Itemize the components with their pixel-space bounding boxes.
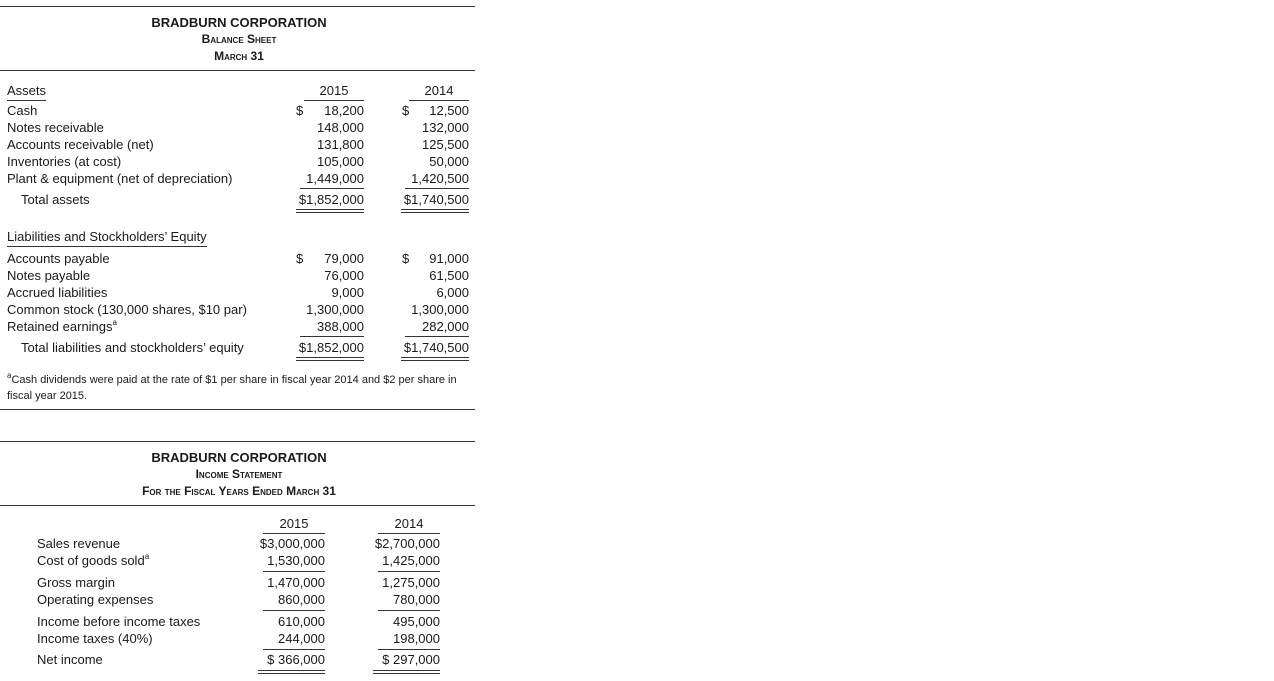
is-income-taxes-2014: 198,000: [393, 631, 440, 646]
double-rule: [401, 357, 469, 361]
is-header-rule: [0, 505, 475, 506]
total-assets-2015: $1,852,000: [298, 192, 364, 207]
is-label-net-income: Net income: [37, 652, 103, 667]
is-sales-2014: $2,700,000: [374, 536, 440, 551]
liability-label-accounts-payable: Accounts payable: [7, 251, 110, 266]
is-income-before-taxes-2015: 610,000: [278, 614, 325, 629]
retained-earnings-text: Retained earnings: [7, 319, 113, 334]
bs-footnote: [7, 372, 457, 404]
footnote-marker: a: [7, 371, 12, 380]
double-rule: [258, 670, 325, 674]
subtotal-rule: [300, 336, 364, 337]
liability-accounts-payable-2015: 79,000: [324, 251, 364, 266]
is-top-rule: [0, 441, 475, 442]
dollar-sign: $: [296, 103, 304, 118]
asset-accounts-receivable-2014: 125,500: [422, 137, 469, 152]
is-label-operating-expenses: Operating expenses: [37, 592, 154, 607]
bs-header-rule: [0, 70, 475, 71]
is-operating-expenses-2014: 780,000: [393, 592, 440, 607]
is-income-before-taxes-2014: 495,000: [393, 614, 440, 629]
subtotal-rule: [300, 188, 364, 189]
liability-common-stock-2014: 1,300,000: [411, 302, 469, 317]
is-sales-2015: $3,000,000: [259, 536, 325, 551]
liability-retained-earnings-2014: 282,000: [422, 319, 469, 334]
top-rule: [0, 6, 475, 7]
double-rule: [296, 209, 364, 213]
is-label-sales: Sales revenue: [37, 536, 121, 551]
is-income-taxes-2015: 244,000: [278, 631, 325, 646]
total-liabilities-2015: $1,852,000: [298, 340, 364, 355]
is-net-income-2014: $ 297,000: [382, 652, 440, 667]
liability-notes-payable-2015: 76,000: [324, 268, 364, 283]
asset-label-inventories: Inventories (at cost): [7, 154, 122, 169]
is-period: For the Fiscal Years Ended March 31: [142, 484, 336, 498]
subtotal-rule: [263, 571, 325, 572]
bs-bottom-rule: [0, 409, 475, 410]
assets-heading: Assets: [7, 83, 46, 101]
asset-notes-receivable-2014: 132,000: [422, 120, 469, 135]
asset-label-accounts-receivable: Accounts receivable (net): [7, 137, 154, 152]
asset-plant-equipment-2015: 1,449,000: [306, 171, 364, 186]
subtotal-rule: [405, 188, 469, 189]
asset-inventories-2014: 50,000: [429, 154, 469, 169]
is-col-2015: 2015: [263, 516, 325, 534]
is-col-2014: 2014: [378, 516, 440, 534]
liability-notes-payable-2014: 61,500: [429, 268, 469, 283]
subtotal-rule: [378, 571, 440, 572]
liabilities-heading: Liabilities and Stockholders’ Equity: [7, 229, 207, 247]
cogs-text: Cost of goods sold: [37, 553, 145, 568]
is-label-income-taxes: Income taxes (40%): [37, 631, 153, 646]
subtotal-rule: [263, 649, 325, 650]
double-rule: [401, 209, 469, 213]
liability-accounts-payable-2014: 91,000: [429, 251, 469, 266]
dollar-sign: $: [296, 251, 304, 266]
is-gross-margin-2015: 1,470,000: [267, 575, 325, 590]
bs-date: March 31: [214, 49, 264, 63]
is-label-cogs: [37, 553, 149, 569]
bs-col-2014: 2014: [409, 83, 469, 101]
is-label-gross-margin: Gross margin: [37, 575, 116, 590]
is-label-income-before-taxes: Income before income taxes: [37, 614, 201, 629]
liability-label-common-stock: Common stock (130,000 shares, $10 par): [7, 302, 247, 317]
subtotal-rule: [378, 649, 440, 650]
asset-accounts-receivable-2015: 131,800: [317, 137, 364, 152]
is-cogs-2015: 1,530,000: [267, 553, 325, 568]
is-operating-expenses-2015: 860,000: [278, 592, 325, 607]
double-rule: [296, 357, 364, 361]
asset-cash-2015: 18,200: [324, 103, 364, 118]
footnote-marker: a: [112, 318, 117, 327]
dollar-sign: $: [402, 251, 410, 266]
is-title: Income Statement: [195, 467, 283, 481]
total-liabilities-label: Total liabilities and stockholders’ equity: [21, 340, 244, 355]
liability-label-retained-earnings: [7, 319, 117, 335]
total-liabilities-2014: $1,740,500: [403, 340, 469, 355]
total-assets-label: Total assets: [21, 192, 90, 207]
asset-notes-receivable-2015: 148,000: [317, 120, 364, 135]
asset-cash-2014: 12,500: [429, 103, 469, 118]
asset-label-cash: Cash: [7, 103, 38, 118]
is-net-income-2015: $ 366,000: [267, 652, 325, 667]
bs-company-name: BRADBURN CORPORATION: [151, 15, 327, 30]
bs-col-2015: 2015: [304, 83, 364, 101]
asset-plant-equipment-2014: 1,420,500: [411, 171, 469, 186]
liability-accrued-2015: 9,000: [331, 285, 364, 300]
footnote-marker: a: [144, 552, 150, 561]
liability-label-notes-payable: Notes payable: [7, 268, 91, 283]
double-rule: [373, 670, 440, 674]
liability-retained-earnings-2015: 388,000: [317, 319, 364, 334]
is-company-name: BRADBURN CORPORATION: [151, 450, 327, 465]
asset-inventories-2015: 105,000: [317, 154, 364, 169]
is-gross-margin-2014: 1,275,000: [382, 575, 440, 590]
liability-label-accrued: Accrued liabilities: [7, 285, 108, 300]
asset-label-plant-equipment: Plant & equipment (net of depreciation): [7, 171, 233, 186]
liability-accrued-2014: 6,000: [436, 285, 469, 300]
subtotal-rule: [263, 610, 325, 611]
footnote-text: Cash dividends were paid at the rate of $1 per share in fiscal year 2014 and $2 per share in fiscal year 2015.: [7, 374, 457, 402]
liability-common-stock-2015: 1,300,000: [306, 302, 364, 317]
subtotal-rule: [405, 336, 469, 337]
asset-label-notes-receivable: Notes receivable: [7, 120, 104, 135]
dollar-sign: $: [402, 103, 410, 118]
subtotal-rule: [378, 610, 440, 611]
is-cogs-2014: 1,425,000: [382, 553, 440, 568]
bs-title: Balance Sheet: [201, 32, 277, 46]
total-assets-2014: $1,740,500: [403, 192, 469, 207]
